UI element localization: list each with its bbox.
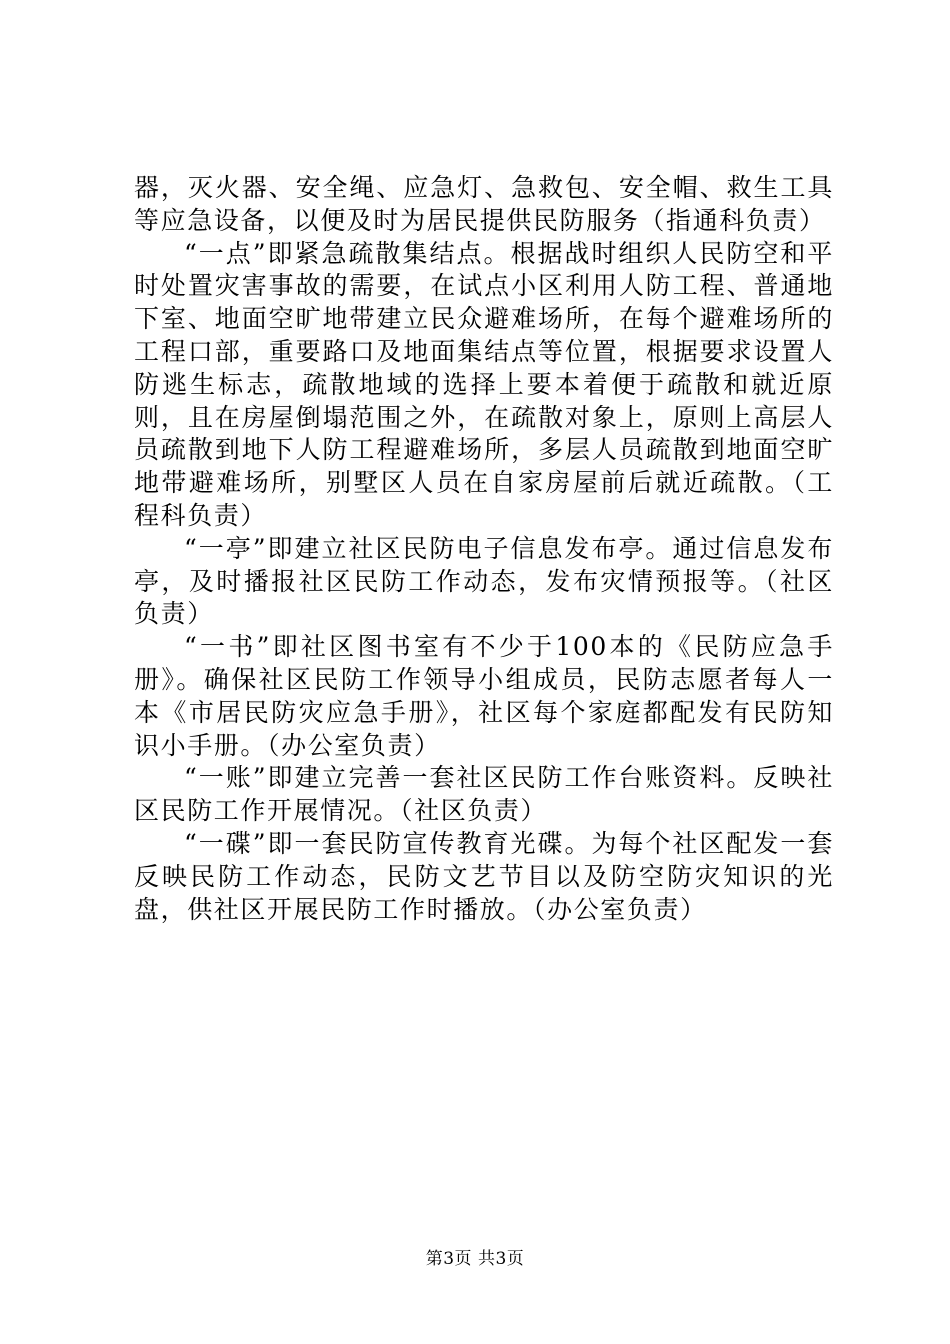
document-body [134, 172, 834, 926]
paragraph-yidie: “一碟”即一套民防宣传教育光碟。为每个社区配发一套反映民防工作动态，民防文艺节目以及防空防灾知识的光盘，供社区开展民防工作时播放。（办公室负责） [134, 828, 834, 924]
paragraph-yidian: “一点”即紧急疏散集结点。根据战时组织人民防空和平时处置灾害事故的需要，在试点小区利用人防工程、普通地下室、地面空旷地带建立民众避难场所，在每个避难场所的工程口部，重要路口及地面集结点等位置，根据要求设置人防逃生标志，疏散地域的选择上要本着便于疏散和就近原则，且在房屋倒塌范围之外，在疏散对象上，原则上高层人员疏散到地下人防工程避难场所，多层人员疏散到地面空旷地带避难场所，别墅区人员在自家房屋前后就近疏散。（工程科负责） [134, 238, 834, 530]
page-footer: 第3页 共3页 [425, 1249, 525, 1269]
paragraph-yishu: “一书”即社区图书室有不少于100本的《民防应急手册》。确保社区民防工作领导小组成员，民防志愿者每人一本《市居民防灾应急手册》，社区每个家庭都配发有民防知识小手册。（办公室负责） [134, 632, 834, 760]
paragraph-continuation: 器，灭火器、安全绳、应急灯、急救包、安全帽、救生工具等应急设备，以便及时为居民提供民防服务（指通科负责） [134, 173, 834, 235]
paragraph-yizhang: “一账”即建立完善一套社区民防工作台账资料。反映社区民防工作开展情况。（社区负责） [134, 763, 834, 826]
paragraph-yiting: “一亭”即建立社区民防电子信息发布亭。通过信息发布亭，及时播报社区民防工作动态，发布灾情预报等。（社区负责） [134, 533, 834, 629]
